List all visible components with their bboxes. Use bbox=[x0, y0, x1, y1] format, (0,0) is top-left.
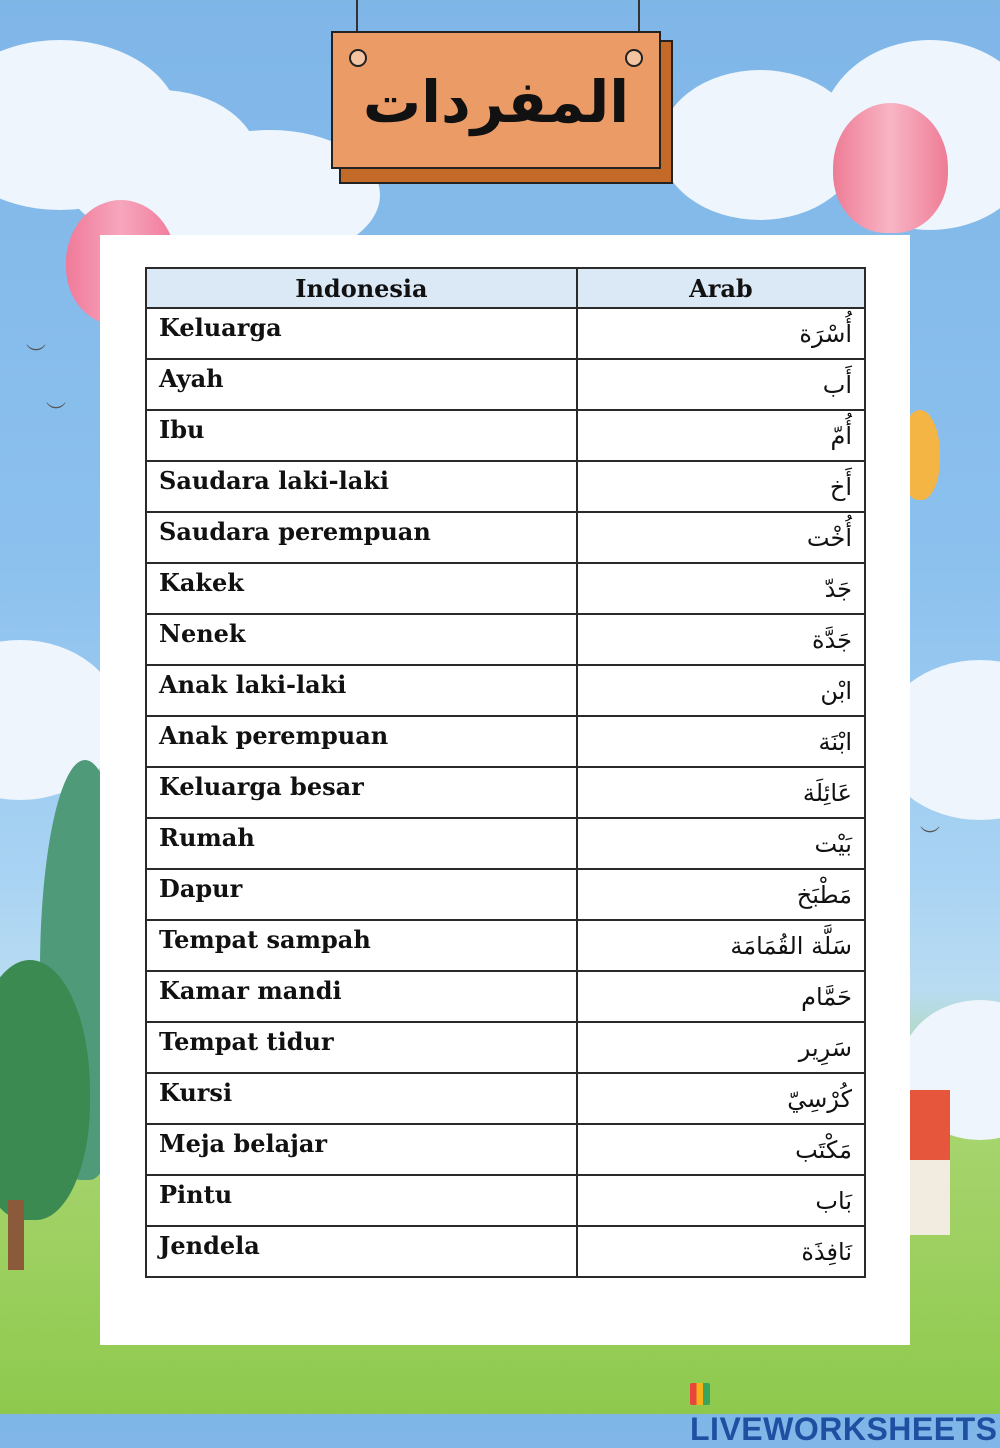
table-row bbox=[146, 665, 865, 716]
sign-hole bbox=[625, 49, 643, 67]
cell-indonesia: Anak perempuan bbox=[146, 716, 577, 767]
table-row bbox=[146, 614, 865, 665]
cell-indonesia: Saudara laki-laki bbox=[146, 461, 577, 512]
cell-indonesia: Saudara perempuan bbox=[146, 512, 577, 563]
cell-arab: نَافِذَة bbox=[577, 1226, 865, 1277]
cell-indonesia: Anak laki-laki bbox=[146, 665, 577, 716]
cell-arab: مَكْتَب bbox=[577, 1124, 865, 1175]
cell-arab: مَطْبَخ bbox=[577, 869, 865, 920]
house bbox=[905, 1090, 950, 1235]
cell-arab: أَب bbox=[577, 359, 865, 410]
cell-arab: ابْن bbox=[577, 665, 865, 716]
page-title: المفردات bbox=[362, 68, 630, 136]
table-row bbox=[146, 920, 865, 971]
table-row bbox=[146, 818, 865, 869]
cell-arab: سَلَّة القُمَامَة bbox=[577, 920, 865, 971]
cell-indonesia: Dapur bbox=[146, 869, 577, 920]
table-header-row bbox=[146, 268, 865, 308]
cell-indonesia: Kakek bbox=[146, 563, 577, 614]
table-row bbox=[146, 410, 865, 461]
bird-icon: ︶ bbox=[26, 342, 46, 366]
cell-indonesia: Rumah bbox=[146, 818, 577, 869]
cell-arab: سَرِير bbox=[577, 1022, 865, 1073]
cell-indonesia: Meja belajar bbox=[146, 1124, 577, 1175]
tree-trunk bbox=[8, 1200, 24, 1270]
table-row bbox=[146, 767, 865, 818]
table-row bbox=[146, 1073, 865, 1124]
cell-indonesia: Tempat sampah bbox=[146, 920, 577, 971]
cell-indonesia: Jendela bbox=[146, 1226, 577, 1277]
cell-indonesia: Keluarga besar bbox=[146, 767, 577, 818]
balloon bbox=[833, 103, 948, 233]
cell-arab: جَدّ bbox=[577, 563, 865, 614]
cell-arab: بَاب bbox=[577, 1175, 865, 1226]
cell-indonesia: Keluarga bbox=[146, 308, 577, 359]
bird-icon: ︶ bbox=[46, 400, 66, 424]
cell-arab: أَخ bbox=[577, 461, 865, 512]
table-row bbox=[146, 716, 865, 767]
cell-arab: أُسْرَة bbox=[577, 308, 865, 359]
vocabulary-table bbox=[145, 267, 866, 1278]
table-row bbox=[146, 869, 865, 920]
cell-arab: عَائِلَة bbox=[577, 767, 865, 818]
sign-hole bbox=[349, 49, 367, 67]
brand-text: LIVEWORKSHEETS bbox=[690, 1411, 998, 1447]
cell-indonesia: Tempat tidur bbox=[146, 1022, 577, 1073]
cell-arab: جَدَّة bbox=[577, 614, 865, 665]
table-row bbox=[146, 1175, 865, 1226]
table-row bbox=[146, 563, 865, 614]
table-row bbox=[146, 971, 865, 1022]
cell-arab: أُخْت bbox=[577, 512, 865, 563]
liveworksheets-logo[interactable] bbox=[690, 1374, 1000, 1448]
cell-indonesia: Kursi bbox=[146, 1073, 577, 1124]
cell-arab: أُمّ bbox=[577, 410, 865, 461]
column-header-arab: Arab bbox=[577, 268, 865, 308]
table-row bbox=[146, 359, 865, 410]
cell-indonesia: Nenek bbox=[146, 614, 577, 665]
table-row bbox=[146, 1226, 865, 1277]
cell-arab: كُرْسِيّ bbox=[577, 1073, 865, 1124]
liveworksheets-icon bbox=[690, 1383, 710, 1405]
cell-indonesia: Kamar mandi bbox=[146, 971, 577, 1022]
table-row bbox=[146, 512, 865, 563]
table-row bbox=[146, 308, 865, 359]
cell-indonesia: Pintu bbox=[146, 1175, 577, 1226]
bird-icon: ︶ bbox=[920, 824, 940, 848]
cell-indonesia: Ibu bbox=[146, 410, 577, 461]
cell-arab: حَمَّام bbox=[577, 971, 865, 1022]
cell-arab: ابْنَة bbox=[577, 716, 865, 767]
table-row bbox=[146, 1022, 865, 1073]
table-row bbox=[146, 1124, 865, 1175]
cell-indonesia: Ayah bbox=[146, 359, 577, 410]
title-sign bbox=[331, 31, 661, 169]
table-row bbox=[146, 461, 865, 512]
cell-arab: بَيْت bbox=[577, 818, 865, 869]
column-header-indonesia: Indonesia bbox=[146, 268, 577, 308]
